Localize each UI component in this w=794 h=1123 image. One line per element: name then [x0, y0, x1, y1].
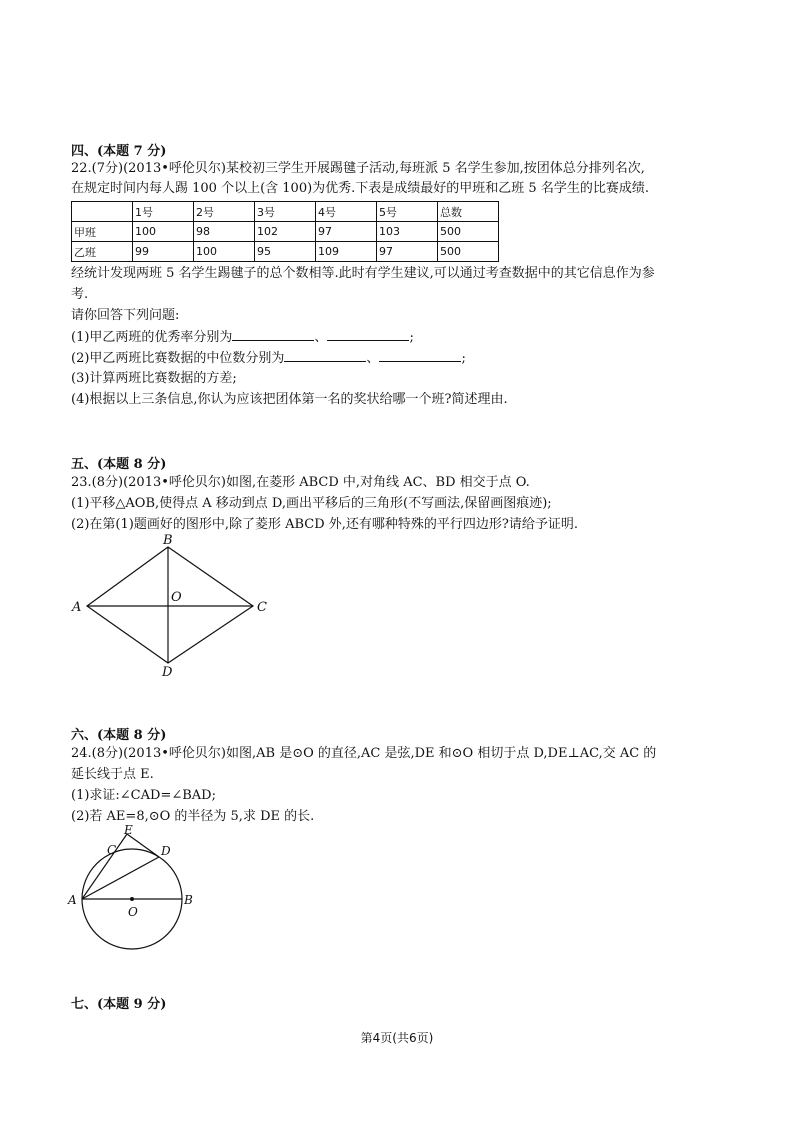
- table-cell: 乙班: [72, 242, 133, 262]
- table-cell: 97: [316, 222, 377, 242]
- label-b: B: [184, 893, 193, 907]
- table-cell: 97: [377, 242, 438, 262]
- q22-text-line1: 22.(7分)(2013•呼伦贝尔)某校初三学生开展踢毽子活动,每班派 5 名学生参加,按团体总分排列名次,: [71, 161, 645, 176]
- q24-text-line1: 24.(8分)(2013•呼伦贝尔)如图,AB 是⊙O 的直径,AC 是弦,DE 和⊙O 相切于点 D,DE⊥AC,交 AC 的: [71, 746, 657, 761]
- table-cell: 100: [133, 222, 194, 242]
- q22-part2-sep: 、: [366, 351, 380, 366]
- table-cell: 500: [438, 222, 499, 242]
- section-7-heading: 七、(本题 9 分): [71, 997, 167, 1012]
- q22-after-line2: 考.: [71, 287, 89, 302]
- tangent-de: [127, 834, 159, 857]
- rhombus-outline: [87, 547, 253, 663]
- table-cell: 99: [133, 242, 194, 262]
- answer-blank[interactable]: [284, 348, 366, 362]
- q22-text-line2: 在规定时间内每人踢 100 个以上(含 100)为优秀.下表是成绩最好的甲班和乙班 5 名学生的比赛成绩.: [71, 181, 649, 196]
- table-cell: 109: [316, 242, 377, 262]
- table-header-cell: 4号: [316, 202, 377, 222]
- table-cell: 98: [194, 222, 255, 242]
- q22-part1-end: ;: [409, 330, 414, 345]
- score-table: [71, 201, 499, 262]
- answer-blank[interactable]: [232, 327, 314, 341]
- table-header-cell: 3号: [255, 202, 316, 222]
- q24-part2: (2)若 AE=8,⊙O 的半径为 5,求 DE 的长.: [71, 809, 315, 824]
- label-d: D: [161, 844, 171, 858]
- table-cell: 103: [377, 222, 438, 242]
- q22-part1-sep: 、: [314, 330, 328, 345]
- label-b: B: [163, 533, 173, 548]
- q22-part1-text: (1)甲乙两班的优秀率分别为: [71, 330, 233, 345]
- table-header-cell: 5号: [377, 202, 438, 222]
- table-cell: 甲班: [72, 222, 133, 242]
- label-a: A: [72, 600, 82, 615]
- q22-part2: [71, 348, 466, 369]
- section-5-heading: 五、(本题 8 分): [71, 457, 167, 472]
- q22-part1: [71, 327, 414, 348]
- table-header-cell: 1号: [133, 202, 194, 222]
- section-6-heading: 六、(本题 8 分): [71, 728, 167, 743]
- q22-part2-end: ;: [461, 351, 466, 366]
- answer-blank[interactable]: [327, 327, 409, 341]
- label-e: E: [124, 823, 133, 837]
- table-cell: 102: [255, 222, 316, 242]
- table-cell: 95: [255, 242, 316, 262]
- label-o: O: [128, 905, 138, 919]
- q24-part1: (1)求证:∠CAD=∠BAD;: [71, 788, 216, 803]
- answer-blank[interactable]: [379, 348, 461, 362]
- page-footer: 第4页(共6页): [360, 1031, 434, 1045]
- q22-part3: (3)计算两班比赛数据的方差;: [71, 371, 237, 386]
- label-c: C: [107, 843, 117, 857]
- table-cell: 500: [438, 242, 499, 262]
- section-4-heading: 四、(本题 7 分): [71, 144, 167, 159]
- q22-part2-text: (2)甲乙两班比赛数据的中位数分别为: [71, 351, 285, 366]
- q23-text-line1: 23.(8分)(2013•呼伦贝尔)如图,在菱形 ABCD 中,对角线 AC、BD 相交于点 O.: [71, 475, 530, 490]
- center-dot: [130, 897, 134, 901]
- label-a: A: [68, 893, 77, 907]
- label-d: D: [162, 665, 173, 680]
- circle-figure: [65, 820, 205, 960]
- table-row: [72, 222, 499, 242]
- q22-prompt: 请你回答下列问题:: [71, 308, 180, 323]
- q23-part2: (2)在第(1)题画好的图形中,除了菱形 ABCD 外,还有哪种特殊的平行四边形?请给予证明.: [71, 517, 579, 532]
- label-o: O: [171, 590, 182, 605]
- q22-after-line1: 经统计发现两班 5 名学生踢毽子的总个数相等.此时有学生建议,可以通过考查数据中的其它信息作为参: [71, 266, 655, 281]
- q23-part1: (1)平移△AOB,使得点 A 移动到点 D,画出平移后的三角形(不写画法,保留画图痕迹);: [71, 496, 552, 511]
- rhombus-figure: [60, 530, 290, 680]
- table-header-cell: 2号: [194, 202, 255, 222]
- table-cell: 100: [194, 242, 255, 262]
- q24-text-line2: 延长线于点 E.: [71, 767, 154, 782]
- rhombus-lines: [87, 547, 253, 663]
- segment-ad: [82, 857, 159, 899]
- chord-ac-extended: [82, 834, 127, 899]
- table-header-row: [72, 202, 499, 222]
- table-header-cell: [72, 202, 133, 222]
- q22-part4: (4)根据以上三条信息,你认为应该把团体第一名的奖状给哪一个班?简述理由.: [71, 392, 508, 407]
- table-row: [72, 242, 499, 262]
- label-c: C: [257, 600, 267, 615]
- table-header-cell: 总数: [438, 202, 499, 222]
